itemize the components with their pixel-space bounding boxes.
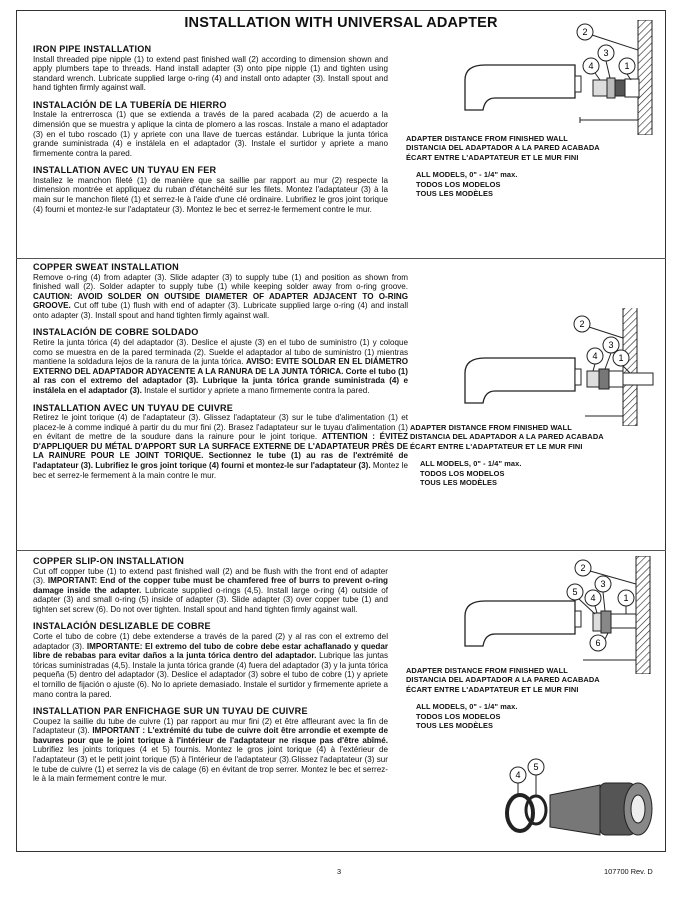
instruction-paragraph (33, 632, 388, 699)
models-label: TOUS LES MODÈLES (416, 721, 494, 731)
paragraph-text: Retirez le joint torique (4) de l'adaptateur (3). Glissez l'adaptateur (3) sur le tube d'alimentation (1) et placez-le à comme indiqué à partir du du mur fini (2). Brasez l'adaptateur sur le tuyau d'alimentation (1) en évitant de mettre de la soudure dans la rainure pour le joint torique. (33, 413, 408, 442)
page-number: 3 (337, 867, 342, 876)
callout-label: 5 (533, 762, 539, 772)
distance-label: ADAPTER DISTANCE FROM FINISHED WALL (410, 423, 572, 432)
models-label: ALL MODELS, 0" - 1/4" max. (416, 170, 518, 180)
callout-label: 1 (624, 61, 630, 71)
callout-label: 1 (618, 353, 624, 363)
paragraph-text: Lubricate supplied o-rings (4,5). Install large o-ring (4) outside of adapter (3) and small o-ring (5) inside of adapter (3). Slide adapter (3) over copper tube (1) and tighten set screw (6). Do not over tighten. Install spout and hand tighten firmly against wall. (33, 585, 388, 614)
models-label: TOUS LES MODÈLES (416, 189, 494, 199)
callout-group (574, 316, 630, 373)
section-copper-sweat (33, 262, 408, 487)
iron-pipe-diagram (455, 20, 660, 135)
section-heading: INSTALLATION AVEC UN TUYAU EN FER (33, 165, 217, 176)
callout-label: 2 (582, 27, 588, 37)
models-label: TODOS LOS MODELOS (416, 179, 501, 189)
distance-label: DISTANCIA DEL ADAPTADOR A LA PARED ACABADA (406, 143, 600, 153)
models-label: TODOS LOS MODELOS (416, 711, 501, 721)
paragraph-text: Coupez la saillie du tube de cuivre (1) par rapport au mur fini (2) et être affleurant avec la fin de l'adaptateur (3). (33, 716, 388, 736)
callout-label: 3 (600, 579, 606, 589)
page-title: INSTALLATION WITH UNIVERSAL ADAPTER (184, 15, 498, 31)
instruction-paragraph (33, 55, 388, 93)
paragraph-text: Installez le manchon fileté (1) de manière que sa saillie par rapport au mur (2) respecte la dimension montrée et appliquez du ruban d'étanchéité sur les filets. Montez l'adaptateur (3) à la main sur le manchon fileté (1) et serrez-le à l'aide d'une clé ordinaire. Lubrifiez le gros joint torique (4) fourni et montez-le sur l'adaptateur (3). Montez le bec et serrez-le fermement contre le mur. (33, 175, 388, 214)
document-revision: 107700 Rev. D (604, 867, 653, 876)
paragraph-text: Lubrique las juntas tóricas suministradas (4,5). Instale la junta tórica grande (4) fuera del adaptador (3) y la junta tórica pequeña (5) dentro del adaptador (3). Deslice el adaptador (3) sobre el tubo de cobre (1) y apriete el tornillo de fijación o ajuste (6). No lo apriete demasiado. Instale el surtidor y firmemente apriete a mano contra la pared. (33, 651, 388, 699)
distance-note (406, 666, 600, 730)
distance-label: ADAPTER DISTANCE FROM FINISHED WALL (406, 134, 568, 143)
section-heading: COPPER SLIP-ON INSTALLATION (33, 556, 185, 566)
distance-label: ÉCART ENTRE L'ADAPTATEUR ET LE MUR FINI (406, 684, 579, 694)
callout-label: 4 (590, 593, 596, 603)
warning-text: ATTENTION : ÉVITEZ D'APPLIQUER DU MÉTAL D'APPORT SUR LA SURFACE EXTERNE DE L'ADAPTATEUR PRÈS DE LA RAINURE POUR LE JOINT TORIQUE. Sectionnez le tube (1) au ras de l'extrémité de l'adaptateur (3). Lubrifiez le gros joint torique (4) fourni et montez-le sur l'adaptateur (3). (33, 432, 409, 470)
warning-text: IMPORTANT : L'extrémité du tube de cuivre doit être arrondie et exempte de bavures pour que le joint torique à l'intérieur de l'adaptateur ne risque pas d'être abîmé. (33, 726, 389, 745)
copper-slip-on-diagram (455, 556, 660, 674)
distance-label: ÉCART ENTRE L'ADAPTATEUR ET LE MUR FINI (410, 441, 583, 451)
callout-label: 4 (515, 770, 521, 780)
instruction-paragraph (33, 717, 388, 784)
warning-text: IMPORTANT: End of the copper tube must be chamfered free of burrs to prevent o-ring damage inside the adapter. (33, 576, 388, 595)
models-label: TOUS LES MODÈLES (420, 478, 498, 488)
distance-label: ÉCART ENTRE L'ADAPTATEUR ET LE MUR FINI (406, 152, 579, 162)
section-heading: INSTALLATION AVEC UN TUYAU DE CUIVRE (33, 402, 234, 413)
callout-label: 3 (608, 340, 614, 350)
distance-label: DISTANCIA DEL ADAPTADOR A LA PARED ACABADA (410, 432, 604, 442)
warning-text: AVISO: EVITE SOLDAR EN EL DIÁMETRO EXTERNO DEL ADAPTADOR ADYACENTE A LA RANURA DE LA JUNTA TÓRICA. Corte el tubo (1) al ras con el extremo del adaptador (3). Lubrique la junta tórica grande suministrada (4) e instálela en el adaptador (3). (33, 357, 408, 395)
models-label: ALL MODELS, 0" - 1/4" max. (420, 459, 522, 469)
paragraph-text: Install threaded pipe nipple (1) to extend past finished wall (2) according to dimension shown and apply plumbers tape to threads. Hand install adapter (3) onto pipe nipple (1) and tighten using standard wrench. Lubricate supplied large o-ring (4) and install onto adapter (3). Install spout and hand tighten firmly against wall. (33, 54, 388, 93)
callout-label: 1 (623, 593, 629, 603)
callout-label: 2 (579, 319, 585, 329)
section-heading: INSTALLATION PAR ENFICHAGE SUR UN TUYAU DE CUIVRE (33, 706, 308, 717)
callout-group (567, 560, 636, 651)
paragraph-text: Remove o-ring (4) from adapter (3). Slide adapter (3) to supply tube (1) and position as shown from finished wall (2). Solder adapter to supply tube (1) while keeping solder away from o-ring groove. (33, 272, 408, 292)
paragraph-text: Cut off copper tube (1) to extend past finished wall (2) and be flush with the front end of adapter (3). (33, 566, 388, 586)
section-heading: INSTALACIÓN DE LA TUBERÍA DE HIERRO (33, 99, 227, 110)
section-copper-slip-on (33, 556, 388, 791)
section-iron-pipe (33, 44, 388, 221)
instruction-paragraph (33, 413, 408, 480)
warning-text: CAUTION: AVOID SOLDER ON OUTSIDE DIAMETER OF ADAPTER ADJACENT TO O-RING GROOVE. (33, 291, 408, 311)
instruction-paragraph (33, 338, 408, 396)
section-heading: INSTALACIÓN DE COBRE SOLDADO (33, 327, 199, 338)
instruction-paragraph (33, 176, 388, 214)
callout-group (577, 24, 638, 80)
instruction-paragraph (33, 110, 388, 158)
section-heading: COPPER SWEAT INSTALLATION (33, 262, 179, 272)
distance-note (406, 134, 600, 198)
callout-label: 3 (603, 48, 609, 58)
section-heading: INSTALACIÓN DESLIZABLE DE COBRE (33, 621, 211, 632)
copper-sweat-diagram (455, 308, 660, 426)
callout-label: 4 (588, 61, 594, 71)
paragraph-text: Lubrifiez les joints toriques (4 et 5) fournis. Montez le gros joint torique (4) à l'extérieur de l'adaptateur (3) et le petit joint torique (5) à l'intérieur de l'adaptateur (3).Glissez l'adaptateur (3) sur le tube de cuivre (1) et serrez la vis de calage (6) en évitant de trop serrer. Montez le bec et serrez-le à la main fermement contre le mur. (33, 745, 388, 784)
callout-label: 2 (580, 563, 586, 573)
callout-label: 5 (572, 587, 578, 597)
section-heading: IRON PIPE INSTALLATION (33, 44, 152, 54)
distance-label: DISTANCIA DEL ADAPTADOR A LA PARED ACABADA (406, 675, 600, 685)
paragraph-text: Retire la junta tórica (4) del adaptador (3). Deslice el ajuste (3) en el tubo de suministro (1) y coloque como se muestra en de la pared terminada (2). Suelde el adaptador al tubo de suministro (1) mientras mantiene la soldadura lejos de la ranura de la junta tórica. (33, 337, 408, 367)
callout-label: 6 (595, 638, 601, 648)
distance-note (410, 423, 604, 487)
paragraph-text: Corte el tubo de cobre (1) debe extenderse a través de la pared (2) y al ras con el extremo del adaptador (3). (33, 631, 388, 651)
models-label: ALL MODELS, 0" - 1/4" max. (416, 702, 518, 712)
instruction-paragraph (33, 273, 408, 321)
o-ring-detail-diagram (500, 755, 660, 840)
section-divider (16, 258, 666, 259)
callout-label: 4 (592, 351, 598, 361)
paragraph-text: Cut off tube (1) flush with end of adapter (3). Lubricate supplied large o-ring (4) and install onto adapter (3). Install spout and hand tighten firmly against wall. (33, 301, 408, 320)
distance-label: ADAPTER DISTANCE FROM FINISHED WALL (406, 666, 568, 675)
section-divider (16, 550, 666, 551)
paragraph-text: Instale el surtidor y apriete a mano firmemente contra la pared. (141, 385, 370, 395)
warning-text: IMPORTANTE: El extremo del tubo de cobre debe estar achaflanado y quedar libre de rebabas para evitar daños a la junta tórica dentro del adaptador. (33, 641, 388, 661)
paragraph-text: Montez le bec et serrez-le fermement à la main contre le mur. (33, 461, 408, 480)
instruction-paragraph (33, 567, 388, 615)
models-label: TODOS LOS MODELOS (420, 468, 505, 478)
paragraph-text: Instale la entrerrosca (1) que se extienda a través de la pared acabada (2) de acuerdo a la dimensión que se muestra y aplique la cinta de plomero a las roscas. Instale a mano el adaptador (3) en el tubo roscado (1) y apriete con una llave de tuercas estándar. Lubrique la junta tórica grande suministrada (4) e instálela en el adaptador (3). Instale el surtidor y apriete a mano firmemente contra la pared. (33, 110, 388, 158)
